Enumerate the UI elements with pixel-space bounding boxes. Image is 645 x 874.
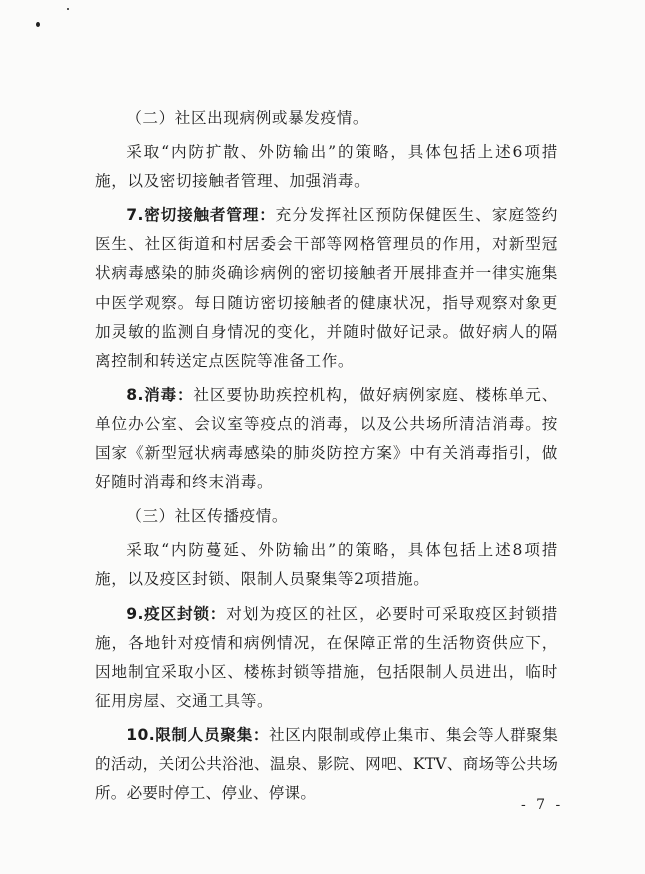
- section-heading-2: [95, 104, 558, 133]
- scan-speck: [67, 8, 69, 10]
- paragraph-text: （三）社区传播疫情。: [126, 507, 289, 526]
- measure-8-title: 8.消毒：: [126, 385, 194, 404]
- paragraph-text: 社区内限制或停止集市、集会等人群聚集的活动，关闭公共浴池、温泉、影院、网吧、KTV、商场等公共场所。必要时停工、停业、停课。: [95, 725, 558, 803]
- page-number: - 7 -: [521, 797, 564, 813]
- paragraph-text: 充分发挥社区预防保健医生、家庭签约医生、社区街道和村居委会干部等网格管理员的作用，对新型冠状病毒感染的肺炎确诊病例的密切接触者开展排查并一律实施集中医学观察。每日随访密切接触者的健康状况，指导观察对象更加灵敏的监测自身情况的变化，并随时做好记录。做好病人的隔离控制和转送定点医院等准备工作。: [95, 206, 558, 370]
- measure-9-title: 9.疫区封锁：: [126, 604, 227, 623]
- measure-9-paragraph: [95, 600, 558, 716]
- measure-10-paragraph: [95, 721, 558, 808]
- paragraph-text: 社区要协助疾控机构，做好病例家庭、楼栋单元、单位办公室、会议室等疫点的消毒，以及公共场所清洁消毒。按国家《新型冠状病毒感染的肺炎防控方案》中有关消毒指引，做好随时消毒和终末消毒。: [95, 385, 558, 492]
- section-heading-3: [95, 502, 558, 531]
- measure-7-title: 7.密切接触者管理：: [126, 206, 276, 225]
- measure-10-title: 10.限制人员聚集：: [126, 725, 270, 744]
- paragraph-text: （二）社区出现病例或暴发疫情。: [126, 109, 370, 127]
- paragraph-text: 采取“内防扩散、外防输出”的策略，具体包括上述6项措施，以及密切接触者管理、加强消毒。: [95, 143, 558, 191]
- strategy-paragraph-3: [95, 536, 558, 594]
- measure-7-paragraph: [95, 201, 558, 376]
- paragraph-text: 对划为疫区的社区，必要时可采取疫区封锁措施，各地针对疫情和病例情况，在保障正常的生活物资供应下，因地制宜采取小区、楼栋封锁等措施，包括限制人员进出，临时征用房屋、交通工具等。: [95, 604, 558, 710]
- scan-speck: [36, 22, 40, 27]
- document-body: [95, 104, 558, 813]
- measure-8-paragraph: [95, 381, 558, 497]
- strategy-paragraph-2: [95, 138, 558, 196]
- paragraph-text: 采取“内防蔓延、外防输出”的策略，具体包括上述8项措施，以及疫区封锁、限制人员聚集等2项措施。: [95, 541, 558, 589]
